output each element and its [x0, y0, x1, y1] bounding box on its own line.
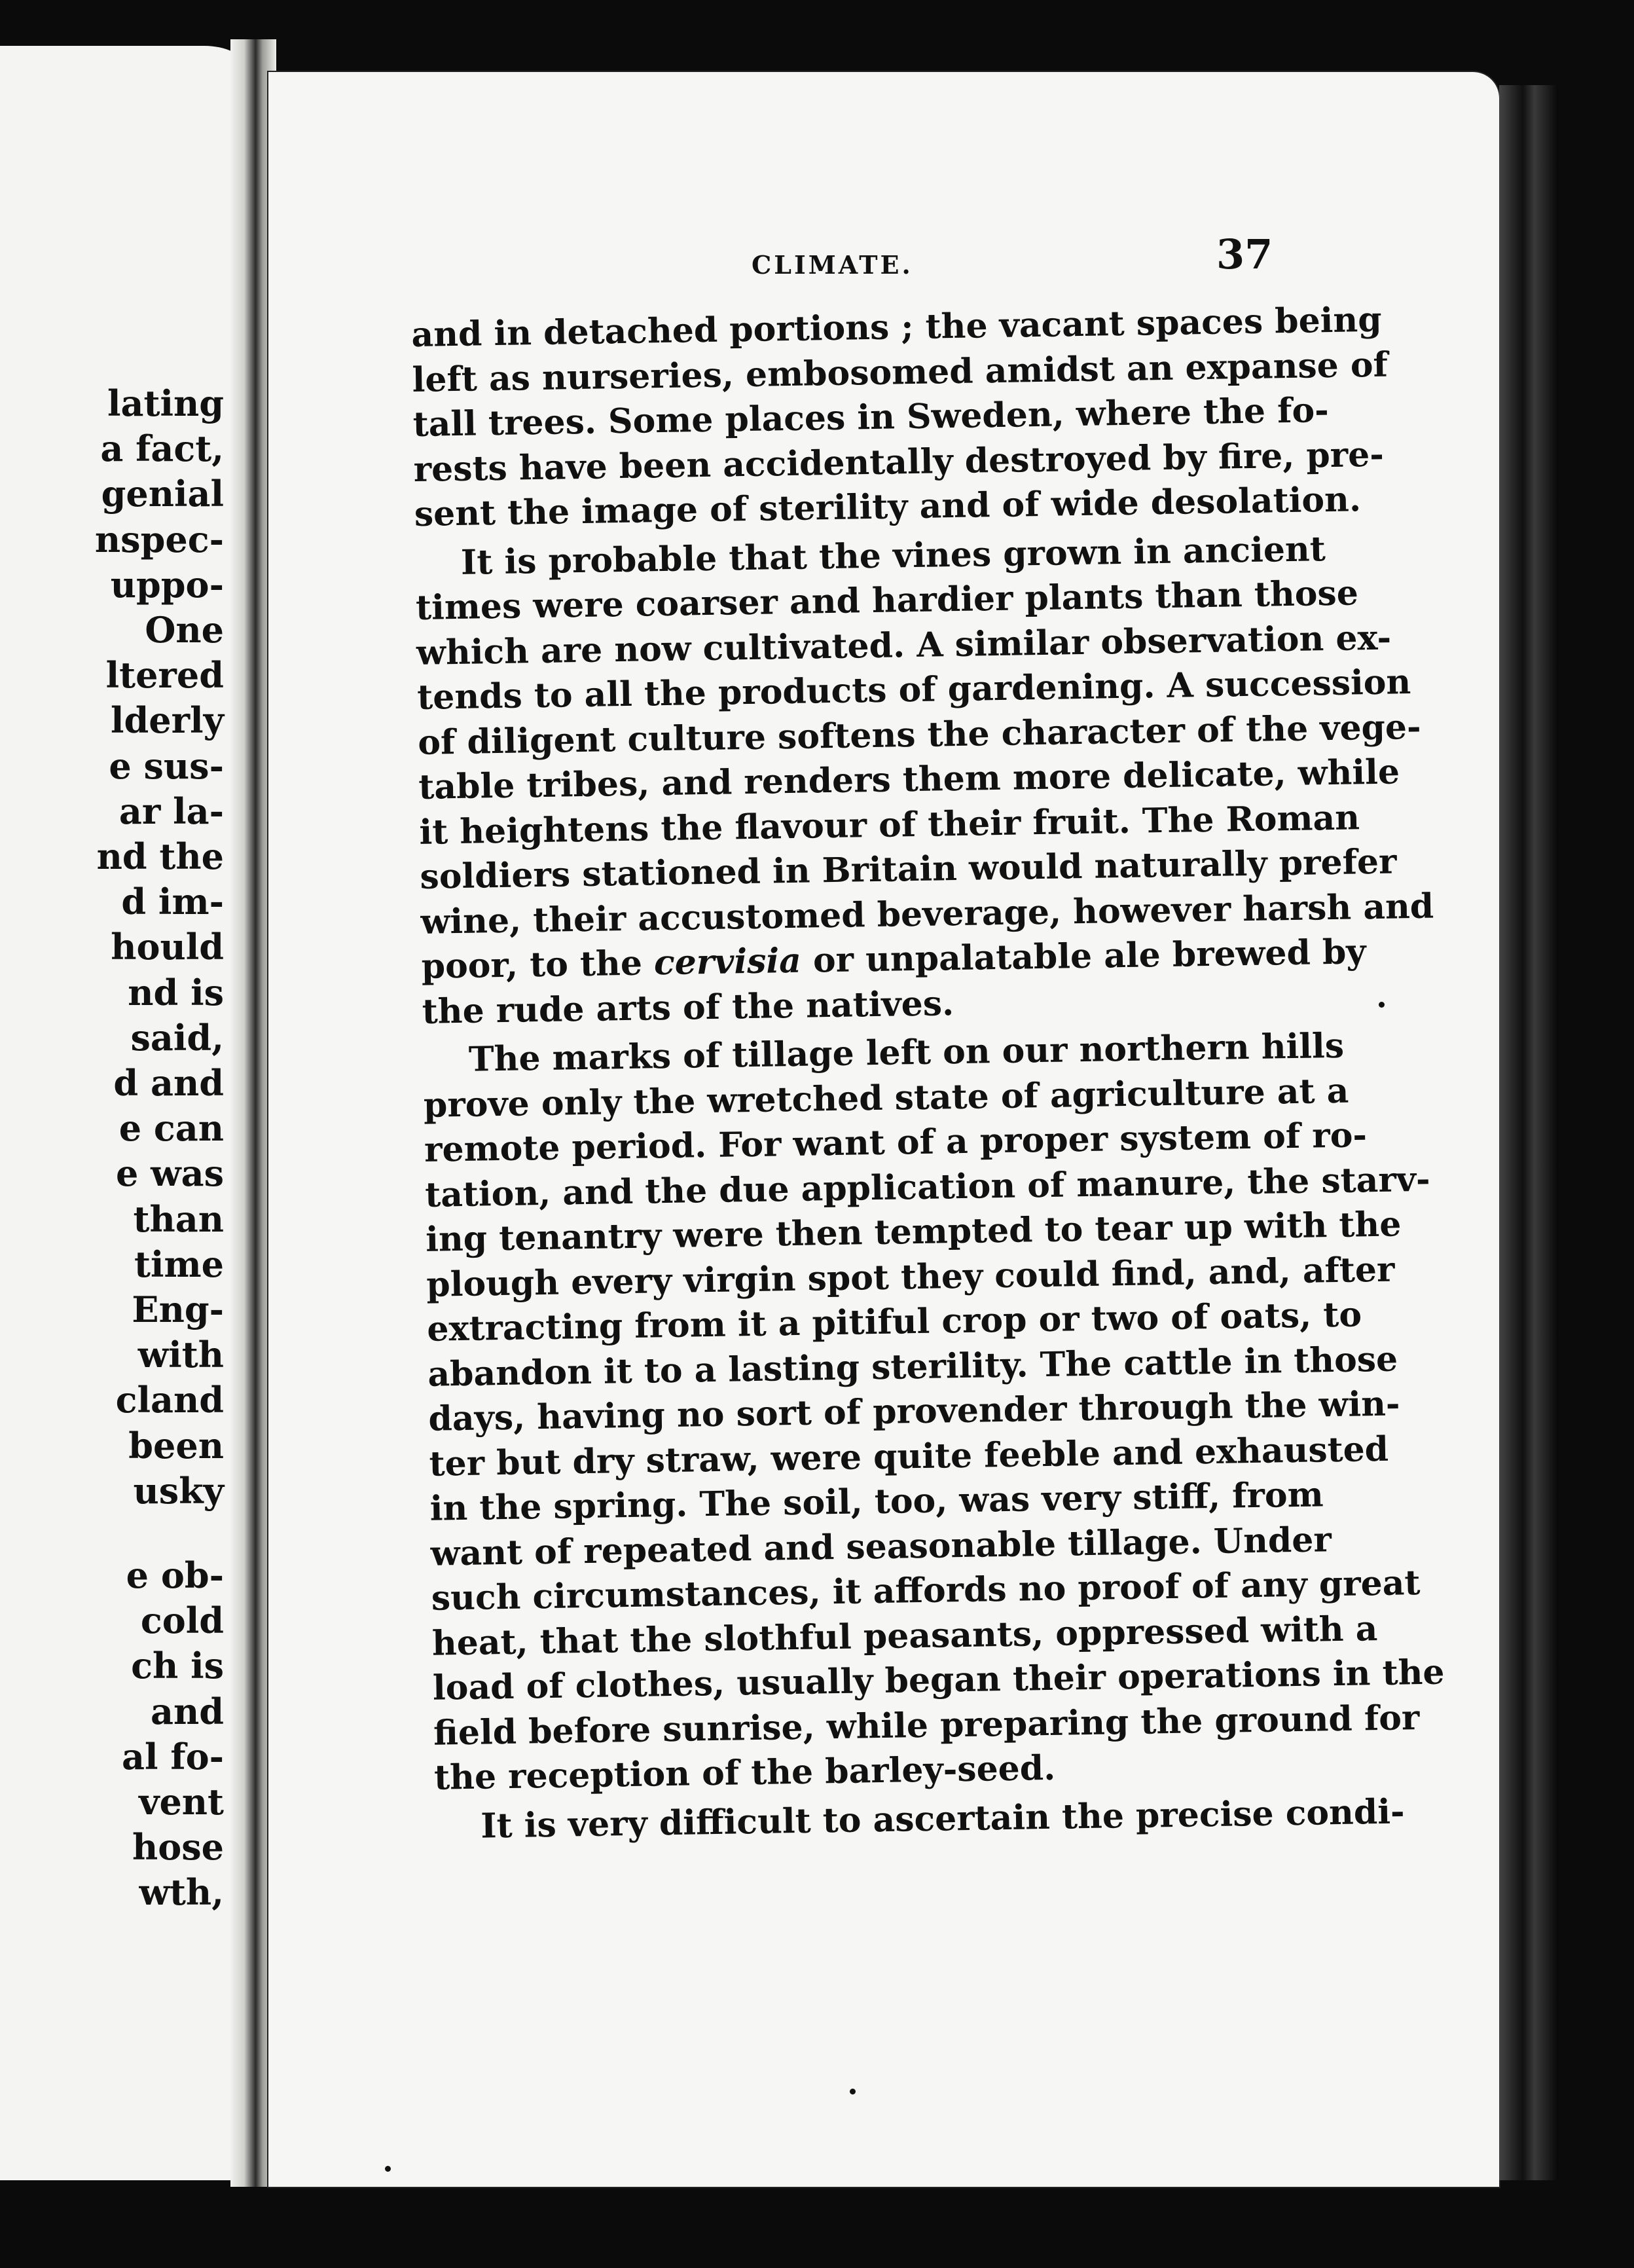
left-page-line: a fact, — [100, 428, 224, 470]
text-line: tall trees. Some places in Sweden, where the fo- — [412, 390, 1330, 445]
text-line: load of clothes, usually began their operations in the — [432, 1652, 1445, 1708]
text-line: it heightens the flavour of their fruit. The Roman — [418, 797, 1360, 852]
left-page — [0, 46, 244, 2180]
print-speck — [850, 2089, 856, 2094]
text-line: wine, their accustomed beverage, however harsh and — [420, 886, 1434, 942]
text-line: of diligent culture softens the character of the vege- — [417, 706, 1422, 763]
left-page-line: vent — [139, 1781, 224, 1823]
left-page-line: hose — [132, 1826, 224, 1869]
left-page-line: One — [145, 609, 224, 651]
left-page-line: cold — [140, 1600, 224, 1642]
left-page-line: than — [133, 1198, 224, 1240]
left-page-line: genial — [101, 473, 224, 515]
text-line: It is probable that the vines grown in ancient — [460, 528, 1326, 583]
left-page-line: with — [137, 1334, 224, 1376]
left-page-line: ch is — [131, 1645, 224, 1687]
left-page-line: Eng- — [132, 1289, 224, 1330]
left-page-line: been — [128, 1424, 224, 1467]
text-line: such circumstances, it affords no proof of any great — [431, 1563, 1421, 1619]
left-page-line: e sus- — [109, 744, 224, 787]
text-line: extracting from it a pitiful crop or two of oats, to — [426, 1294, 1362, 1349]
paragraph — [414, 527, 1434, 1034]
text-line: tends to all the products of gardening. A succession — [416, 662, 1411, 718]
body-text — [411, 299, 1445, 1850]
left-page-line: and — [150, 1690, 224, 1732]
text-line: ter but dry straw, were quite feeble and exhausted — [429, 1429, 1389, 1484]
paragraph — [411, 299, 1389, 538]
text-line: in the spring. The soil, too, was very stiff, from — [429, 1474, 1324, 1529]
left-page-line: time — [134, 1243, 224, 1285]
text-line: and in detached portions ; the vacant spaces being — [411, 299, 1383, 355]
text-line: table tribes, and renders them more delicate, while — [418, 752, 1400, 807]
left-page-line: d and — [113, 1062, 224, 1104]
text-line: the rude arts of the natives. — [422, 983, 954, 1032]
left-page-line: nd is — [128, 971, 224, 1014]
text-line: remote period. For want of a proper system of ro- — [424, 1115, 1368, 1170]
text-line: poor, to the cervisia or unpalatable ale brewed by — [421, 932, 1366, 987]
left-page-line: e ob- — [126, 1554, 224, 1596]
left-page-line: uppo- — [110, 563, 224, 606]
print-speck — [1379, 1002, 1385, 1008]
text-line: abandon it to a lasting sterility. The cattle in those — [427, 1339, 1398, 1395]
text-line: the reception of the barley-seed. — [433, 1747, 1056, 1798]
text-line: heat, that the slothful peasants, oppressed with a — [431, 1608, 1378, 1664]
page-edge — [1499, 85, 1558, 2180]
text-line: tation, and the due application of manure, the starv- — [424, 1159, 1430, 1215]
print-speck — [385, 2166, 391, 2172]
left-page-line: e was — [115, 1152, 224, 1195]
page-number: 37 — [1216, 230, 1273, 278]
running-head: CLIMATE. — [752, 250, 913, 280]
left-page-line: usky — [133, 1469, 224, 1512]
left-page-line: lating — [107, 382, 224, 424]
text-line: sent the image of sterility and of wide desolation. — [414, 479, 1362, 534]
text-line: soldiers stationed in Britain would naturally prefer — [420, 841, 1397, 897]
text-line: left as nurseries, embosomed amidst an expanse of — [412, 344, 1389, 400]
left-page-line: hould — [111, 926, 224, 968]
left-page-line: nd the — [96, 835, 224, 877]
text-line: plough every virgin spot they could find, and, after — [426, 1249, 1395, 1305]
text-line: rests have been accidentally destroyed by fire, pre- — [413, 434, 1385, 490]
text-line: want of repeated and seasonable tillage. Under — [430, 1519, 1332, 1574]
left-page-line: cland — [115, 1379, 224, 1421]
left-page-line: said, — [130, 1016, 224, 1059]
text-line: which are now cultivated. A similar observation ex- — [416, 617, 1392, 673]
text-line: days, having no sort of provender through the win- — [428, 1383, 1400, 1439]
left-page-line: ltered — [105, 654, 224, 697]
left-page-line: nspec- — [94, 518, 224, 560]
left-page-line: d im- — [121, 881, 224, 923]
left-page-line: lderly — [111, 699, 224, 742]
text-line: ing tenantry were then tempted to tear up with the — [425, 1204, 1402, 1260]
text-line: It is very difficult to ascertain the precise condi- — [480, 1791, 1405, 1846]
left-page-line: e can — [118, 1107, 224, 1150]
left-page-line: wth, — [139, 1871, 224, 1914]
paragraph — [422, 1025, 1445, 1801]
left-page-line: al fo- — [122, 1735, 224, 1778]
text-line: prove only the wretched state of agriculture at a — [423, 1070, 1349, 1125]
left-page-line: ar la- — [118, 790, 224, 832]
text-line: field before sunrise, while preparing the ground for — [433, 1697, 1420, 1753]
text-line: times were coarser and hardier plants than those — [415, 573, 1359, 628]
text-line: The marks of tillage left on our northern hills — [468, 1025, 1345, 1080]
